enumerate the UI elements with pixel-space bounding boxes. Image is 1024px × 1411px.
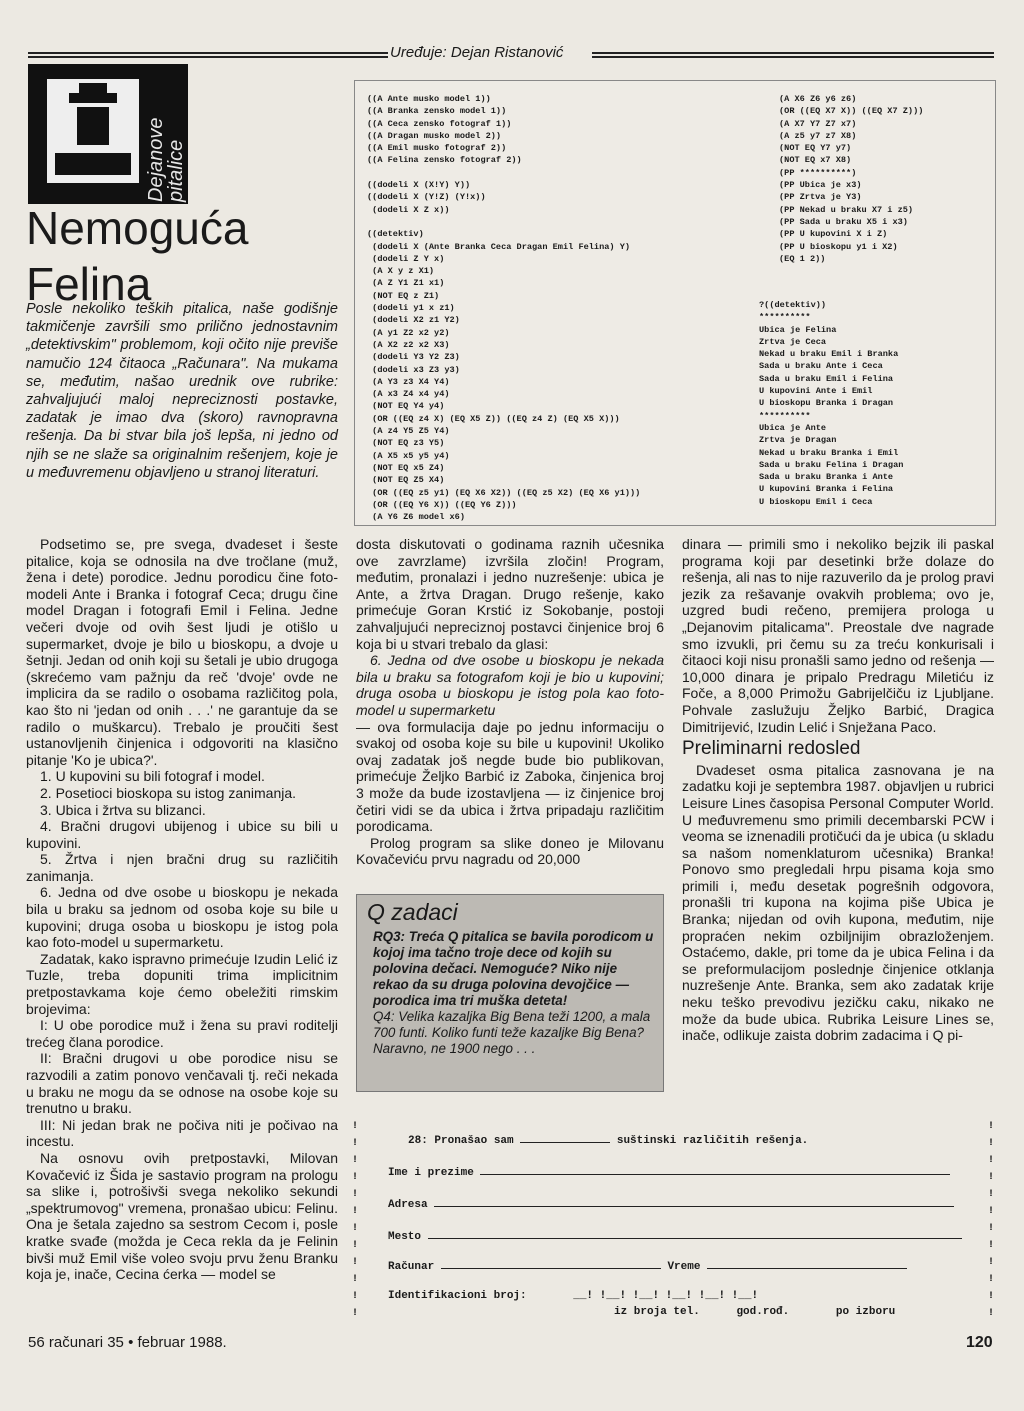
computer-field[interactable]: [441, 1258, 661, 1269]
prolog-code-right: (A X6 Z6 y6 z6) (OR ((EQ X7 X)) ((EQ X7 Z))) (A X7 Y7 Z7 x7) (A z5 y7 z7 X8) (NOT EQ Y7 y7) (NOT EQ x7 X8) (PP **********) (PP Ubica je x3) (PP Zrtva je Y3) (PP Nekad u braku X7 i z5) (PP Sada u braku X5 i x3) (PP U kupovini X i Z) (PP U bioskopu y1 i X2) (EQ 1 2)): [779, 94, 924, 264]
assumption-item: II: Bračni drugovi u obe porodice nisu se razvodili a zatim ponovo venčavali tj. reči nekada u braku ne mogu da se odnose na osobe koje su trenutno u braku.: [26, 1050, 338, 1117]
fact-item: 3. Ubica i žrtva su blizanci.: [40, 801, 206, 818]
coupon-address-row: [388, 1196, 954, 1211]
computer-label: Računar: [388, 1261, 435, 1273]
coupon-id-row: [388, 1290, 758, 1302]
header-rule-right-2: [592, 56, 994, 58]
city-field[interactable]: [428, 1228, 962, 1239]
article-headline: [26, 200, 248, 312]
coupon-city-row: [388, 1228, 962, 1243]
q4-text: Q4: Velika kazaljka Big Bena teži 1200, a mala 700 funti. Koliko funti teže kazaljke Big Bena? Naravno, ne 1900 nego . . .: [373, 1009, 651, 1056]
header-rule-right: [592, 52, 994, 54]
paragraph: Podsetimo se, pre svega, dvadeset i šeste pitalice, koja se odnosila na dve tročlane (muž, žena i dete) porodice. Jednu porodicu čine foto-modeli Ante i Branka i fotograf Ceca; drugu čine model Dragan i fotografi Emil i Felina. Jedne večeri dvoje od ovih šest ljudi je otišlo u supermarket, dvoje je bilo u bioskopu, a dvoje u šetnji. Jedan od onih koji su šetali je ubio drugoga (skrećemo vam pažnju da reč 'dvoje' ovde ne implicira da se radilo o osobama različitog pola, kao što ni 'jedan od onih . . .' ne garantuje da se radilo o muškarcu). Trebalo je proučiti šest ustanovljenih činjenica i odgovoriti na klasično pitanje 'Ko je ubica?'.: [26, 536, 338, 768]
prolog-output: ?((detektiv)) ********** Ubica je Felina Zrtva je Ceca Nekad u braku Emil i Branka Sada u braku Ante i Ceca Sada u braku Emil i Felina U kupovini Ante i Emil U bioskopu Branka i Dragan ********** Ubica je Ante Zrtva je Dragan Nekad u braku Branka i Emil Sada u braku Felina i Dragan Sada u braku Branka i Ante U kupovini Branka i Felina U bioskopu Emil i Ceca: [759, 300, 904, 507]
paragraph: dinara — primili smo i nekoliko bejzik ili paskal programa koji par desetinki brže dolaze do rešenja, ali nas to nije razuverilo da je prolog pravi jezik za rešavanje ovakvih problema; ovo je, uzgred budi rečeno, premijera prologa u „Dejanovim pitalicama". Preostale dve nagrade smo izvukli, pri čemu su za treću konkurisali i čitaoci koji nisu pronašli samo jedno od rešenja — 10,000 dinara je pripalo Predragu Miletiću iz Foče, a 8,000 Primožu Gabrijelčiču iz Ljubljane. Pohvale zaslužuju Željko Barbić, Dragica Dimitrijević, Izudin Lelić i Snježana Paco.: [682, 536, 994, 735]
header-rule-left-2: [28, 56, 388, 58]
address-label: Adresa: [388, 1199, 428, 1211]
coupon-cut-line-right: ! ! ! ! ! ! ! ! ! ! ! !: [988, 1121, 995, 1319]
q-tasks-body: [373, 929, 655, 1057]
paragraph: Prolog program sa slike doneo je Milovanu Kovačeviću prvu nagradu od 20,000: [356, 834, 664, 868]
paragraph: Zadatak, kako ispravno primećuje Izudin Lelić iz Tuzle, treba dopuniti trima implicitnim pretpostavkama koje ćemo obeležiti rimskim brojevima:: [26, 950, 338, 1017]
q-tasks-title: Q zadaci: [367, 899, 458, 925]
fact-item: 2. Posetioci bioskopa su istog zanimanja.: [40, 784, 297, 801]
paragraph: dosta diskutovati o godinama raznih učesnika ove zavrzlame) izvršila zločin! Program, međutim, pronalazi i jedno nuzrešenje: ubica je Ante, a žrtva Dragan. Drugo rešenje, kako primećuje Goran Krstić iz Sokobanje, postoji zahvaljujući nepreciznoj postavci činjenice broj 6 koja bi u stvari trebalo da glasi:: [356, 536, 664, 652]
solutions-count-field[interactable]: [520, 1132, 610, 1143]
coupon-name-row: [388, 1164, 950, 1179]
page-number: 120: [966, 1334, 993, 1351]
rubric-logo: [28, 64, 188, 204]
article-column-1: [26, 536, 338, 1283]
prolog-code-left: ((A Ante musko model 1)) ((A Branka zensko model 1)) ((A Ceca zensko fotograf 1)) ((A Dragan musko model 2)) ((A Emil musko fotograf 2)) ((A Felina zensko fotograf 2)) ((dodeli X (X!Y) Y)) ((dodeli X (Y!Z) (Y!x)) (dodeli X Z x)) ((detektiv) (dodeli X (Ante Branka Ceca Dragan Emil Felina) Y) (dodeli Z Y x) (A X y z X1) (A Z Y1 Z1 x1) (NOT EQ z Z1) (dodeli y1 x z1) (dodeli X2 z1 Y2) (A y1 Z2 x2 y2) (A X2 z2 x2 X3) (dodeli Y3 Y2 Z3) (dodeli x3 Z3 y3) (A Y3 z3 X4 Y4) (A x3 Z4 x4 y4) (NOT EQ Y4 y4) (OR ((EQ z4 X) (EQ X5 Z)) ((EQ z4 Z) (EQ X5 X))) (A z4 Y5 Z5 Y4) (NOT EQ z3 Y5) (A X5 x5 y5 y4) (NOT EQ x5 Z4) (NOT EQ Z5 X4) (OR ((EQ z5 y1) (EQ X6 X2)) ((EQ z5 X2) (EQ X6 y1))) (OR ((EQ Y6 X)) ((EQ Y6 Z))) (A Y6 Z6 model x6): [367, 94, 641, 523]
name-field[interactable]: [480, 1164, 950, 1175]
id-label: Identifikacioni broj:: [388, 1290, 527, 1302]
city-label: Mesto: [388, 1231, 422, 1243]
fact-item: 6. Jedna od dve osobe u bioskopu je nekada bila u braku sa jednom od osoba koje su bile u kupovini; druga osoba u bioskopu je istog pola kao foto-model u supermarketu.: [26, 884, 338, 951]
name-label: Ime i prezime: [388, 1167, 474, 1179]
id-phone-label: iz broja tel.: [614, 1306, 700, 1318]
fact-item: 1. U kupovini su bili fotograf i model.: [40, 768, 265, 785]
coupon-solutions-label: suštinski različitih rešenja.: [616, 1135, 809, 1147]
fact-item: 4. Bračni drugovi ubijenog i ubice su bili u kupovini.: [26, 818, 338, 851]
coupon-id-legend: [614, 1306, 895, 1318]
coupon-solutions-row: [408, 1132, 808, 1147]
corrected-fact: 6. Jedna od dve osobe u bioskopu je nekada bila u braku sa fotografom koji je bio u kupovini; druga osoba u bioskopu je istog pola kao foto-model u supermarketu: [356, 652, 664, 718]
coupon-cut-line-left: ! ! ! ! ! ! ! ! ! ! ! !: [352, 1121, 359, 1319]
paragraph: — ova formulacija daje po jednu informaciju o svakoj od osoba koje su bile u kupovini! Ukoliko ovaj zadatak još negde bude bio publikovan, primećuje Željko Barbić iz Zaboka, činjenica broj 3 može da bude izostavljena — iz činjenice broj četiri vidi se da ubica i žrtva pripadaju različitim porodicama.: [356, 718, 664, 835]
header-rule-left: [28, 52, 388, 54]
time-label: Vreme: [667, 1261, 701, 1273]
assumption-item: III: Ni jedan brak ne počiva niti je počivao na incestu.: [26, 1116, 338, 1150]
article-column-3: [682, 536, 994, 1044]
paragraph: Dvadeset osma pitalica zasnovana je na zadatku koji je septembra 1987. objavljen u rubrici Leisure Lines časopisa Personal Computer World. U međuvremenu smo primili decembarski PCW i veoma se iznenadili protičući da je ubica (u skladu sa našom nomenklaturom učesnika) Branka! Ponovo smo pregledali hrpu pisama koja smo primili i, među desetak pogrešnih odgovora, pronašli tri kupona na kojima piše Ubica je Branka; nijedan od ovih kupona, međutim, nije propraćen nekim ozbiljnijim obrazloženjem. Ostaćemo, dakle, pri tome da je ubica Felina i da se preformulacijom poslednje činjenice otklanja nuzrešenje Ante. Branka, sem ako zadatak krije neku teško prevodivu jezičku caku, nikako ne može da bude ubica. Rubrika Leisure Lines se, inače, odlikuje zaista dobrim zadacima i Q pi-: [682, 761, 994, 1044]
id-choice-label: po izboru: [835, 1306, 896, 1318]
page-footer-left: 56 računari 35 • februar 1988.: [28, 1334, 227, 1351]
prolog-listing: [354, 80, 996, 526]
rubric-title: Dejanove pitalice: [145, 117, 187, 202]
article-column-2: [356, 536, 664, 868]
q3-text: RQ3: Treća Q pitalica se bavila porodicom u kojoj ima tačno troje dece od kojih su polovina dečaci. Nemoguće? Niko nije rekao da su druga polovina devojčice — porodica ima tri muška deteta!: [373, 929, 654, 1008]
id-year-label: god.rođ.: [736, 1306, 790, 1318]
fact-item: 5. Žrtva i njen bračni drug su različitih zanimanja.: [26, 851, 338, 884]
headline-line-1: Nemoguća: [26, 202, 249, 254]
id-boxes[interactable]: __! !__! !__! !__! !__! !__!: [573, 1290, 759, 1302]
address-field[interactable]: [434, 1196, 954, 1207]
q-tasks-box: [356, 894, 664, 1092]
headline-line-2: Felina: [26, 258, 152, 310]
assumption-item: I: U obe porodice muž i žena su pravi roditelji trećeg člana porodice.: [26, 1017, 338, 1050]
coupon-found-label: 28: Pronašao sam: [408, 1135, 514, 1147]
section-heading: Preliminarni redosled: [682, 738, 861, 760]
time-field[interactable]: [707, 1258, 907, 1269]
entry-coupon: [352, 1118, 994, 1328]
detective-icon: [44, 76, 142, 186]
coupon-computer-row: [388, 1258, 907, 1273]
paragraph: Na osnovu ovih pretpostavki, Milovan Kovačević iz Šida je sastavio program na prologu sa slike i, potrošivši svega nekoliko sekundi „spektrumovog" vremena, pronašao ubicu: Felinu. Ona je šetala zajedno sa sestrom Cecom i, posle kratke svađe (možda je Ceca rekla da je Felinin bivši muž Emil više voleo svoju prvu ženu Branku koja je, inače, Cecina ćerka — model se: [26, 1149, 338, 1283]
editor-credit: Uređuje: Dejan Ristanović: [390, 44, 564, 61]
article-lead: Posle nekoliko teških pitalica, naše godišnje takmičenje završili smo prilično jednostavnim „detektivskim" problemom, koji očito nije previše namučio 124 čitaoca „Računara". Na mukama se, međutim, našao urednik ove rubrike: zahvaljujući maloj nepreciznosti postavke, zadatak je imao dva (skoro) ravnopravna rešenja. Da bi stvar bila još lepša, ni jedno od njih se ne slaže sa originalnim rešenjem, koje je u međuvremenu objavljeno u stranoj literaturi.: [26, 301, 338, 481]
